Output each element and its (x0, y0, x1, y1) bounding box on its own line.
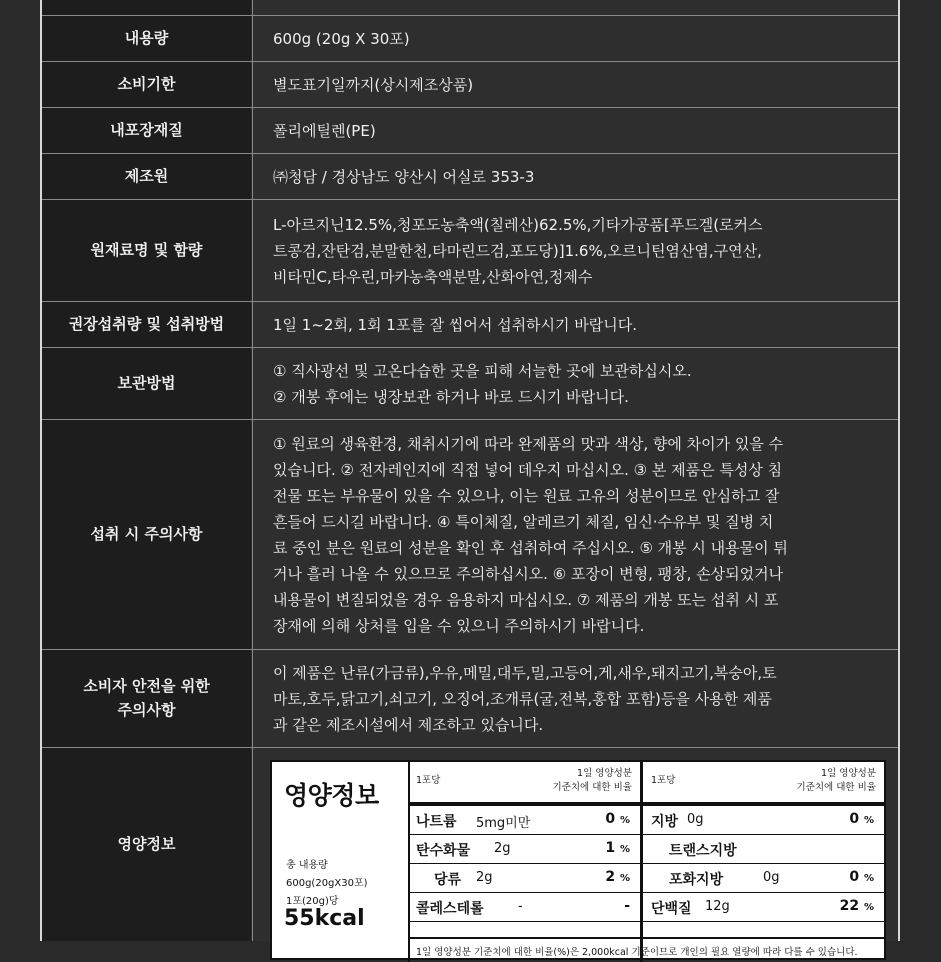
row-value (252, 0, 898, 15)
row-label-intake: 권장섭취량 및 섭취방법 (42, 302, 251, 347)
table-row-manufacturer (42, 154, 898, 200)
table-row-expiry (42, 62, 898, 108)
row-label-content-amount: 내용량 (42, 16, 251, 61)
row-value-storage: ① 직사광선 및 고온다습한 곳을 피해 서늘한 곳에 보관하십시오. ② 개봉 후에는 냉장보관 하거나 바로 드시기 바랍니다. (252, 348, 898, 419)
table-row-packaging (42, 108, 898, 154)
nutrient-row-carbohydrate: 탄수화물 2g 1 % (408, 835, 640, 864)
row-value-cautions: ① 원료의 생육환경, 채취시기에 따라 완제품의 맛과 색상, 향에 차이가 있을 수 있습니다. ② 전자레인지에 직접 넣어 데우지 마십시오. ③ 본 제품은 특성상 침 전물 또는 부유물이 있을 수 있으나, 이는 원료 고유의 성분이므로 안심하고 잘 흔들어 드시길 바랍니다. ④ 특이체질, 알레르기 체질, 임신·수유부 및 질병 치 료 중인 분은 원료의 성분을 확인 후 섭취하여 주십시오. ⑤ 개봉 시 내용물이 튀 거나 흘러 나올 수 있으므로 주의하십시오. ⑥ 포장이 변형, 팽창, 손상되었거나 내용물이 변질되었을 경우 음용하지 마십시오. ⑦ 제품의 개봉 또는 섭취 시 포 장재에 의해 상처를 입을 수 있으니 주의하시기 바랍니다. (252, 420, 898, 649)
table-right-border (898, 0, 900, 941)
row-label-cautions: 섭취 시 주의사항 (42, 420, 251, 649)
nutrient-row-fat: 지방 0g 0 % (643, 806, 884, 835)
nutrient-row-trans-fat: 트랜스지방 (643, 835, 884, 864)
row-label-storage: 보관방법 (42, 348, 251, 419)
row-value-ingredients: L-아르지닌12.5%,청포도농축액(칠레산)62.5%,기타가공품[푸드겔(로커스 트콩검,잔탄검,분말한천,타마린드검,포도당)]1.6%,오르니틴염산염,구연산, 비타민C,타우린,마카농축액분말,산화아연,정제수 (252, 200, 898, 301)
row-value-packaging: 폴리에틸렌(PE) (252, 108, 898, 153)
nutrition-footnote: 1일 영양성분 기준치에 대한 비율(%)은 2,000kcal 기준이므로 개인의 필요 열량에 따라 다를 수 있습니다. (408, 937, 884, 962)
nutrition-column-header: 1포당 1일 영양성분 기준치에 대한 비율 (408, 762, 640, 806)
row-value-content-amount: 600g (20g X 30포) (252, 16, 898, 61)
table-row-allergen (42, 650, 898, 748)
row-label-ingredients: 원재료명 및 함량 (42, 200, 251, 301)
row-value-manufacturer: ㈜청담 / 경상남도 양산시 어실로 353-3 (252, 154, 898, 199)
table-row-partial (42, 0, 898, 16)
nutrient-row-protein: 단백질 12g 22 % (643, 893, 884, 922)
nutrition-column-header: 1포당 1일 영양성분 기준치에 대한 비율 (643, 762, 884, 806)
nutrition-title: 영양정보 (284, 781, 379, 810)
row-label-manufacturer: 제조원 (42, 154, 251, 199)
nutrition-column-left (408, 762, 643, 962)
table-row-content-amount (42, 16, 898, 62)
row-value-allergen: 이 제품은 난류(가금류),우유,메밀,대두,밀,고등어,게,새우,돼지고기,복숭아,토 마토,호두,닭고기,쇠고기, 오징어,조개류(굴,전복,홍합 포함)등을 사용한 제품 과 같은 제조시설에서 제조하고 있습니다. (252, 650, 898, 747)
row-label-expiry: 소비기한 (42, 62, 251, 107)
nutrient-row-sodium: 나트륨 5mg미만 0 % (408, 806, 640, 835)
nutrition-summary (272, 762, 410, 962)
table-row-ingredients (42, 200, 898, 302)
serving-size: 1포(20g)당 (286, 896, 339, 907)
nutrition-column-right (643, 762, 884, 962)
nutrient-row-saturated-fat: 포화지방 0g 0 % (643, 864, 884, 893)
nutrient-row-sugars: 당류 2g 2 % (408, 864, 640, 893)
nutrient-row-cholesterol: 콜레스테롤 - - (408, 893, 640, 922)
table-row-intake (42, 302, 898, 348)
row-label-allergen: 소비자 안전을 위한 주의사항 (42, 650, 251, 747)
table-row-cautions (42, 420, 898, 650)
table-row-storage (42, 348, 898, 420)
nutrition-facts-panel (270, 760, 886, 960)
total-content-value: 600g(20gX30포) (286, 878, 368, 889)
row-label (42, 0, 251, 15)
row-label-packaging: 내포장재질 (42, 108, 251, 153)
total-content-label: 총 내용량 (286, 860, 328, 871)
row-label-nutrition: 영양정보 (42, 748, 251, 941)
row-value-expiry: 별도표기일까지(상시제조상품) (252, 62, 898, 107)
calories: 55kcal (284, 906, 365, 931)
row-value-intake: 1일 1~2회, 1회 1포를 잘 씹어서 섭취하시기 바랍니다. (252, 302, 898, 347)
